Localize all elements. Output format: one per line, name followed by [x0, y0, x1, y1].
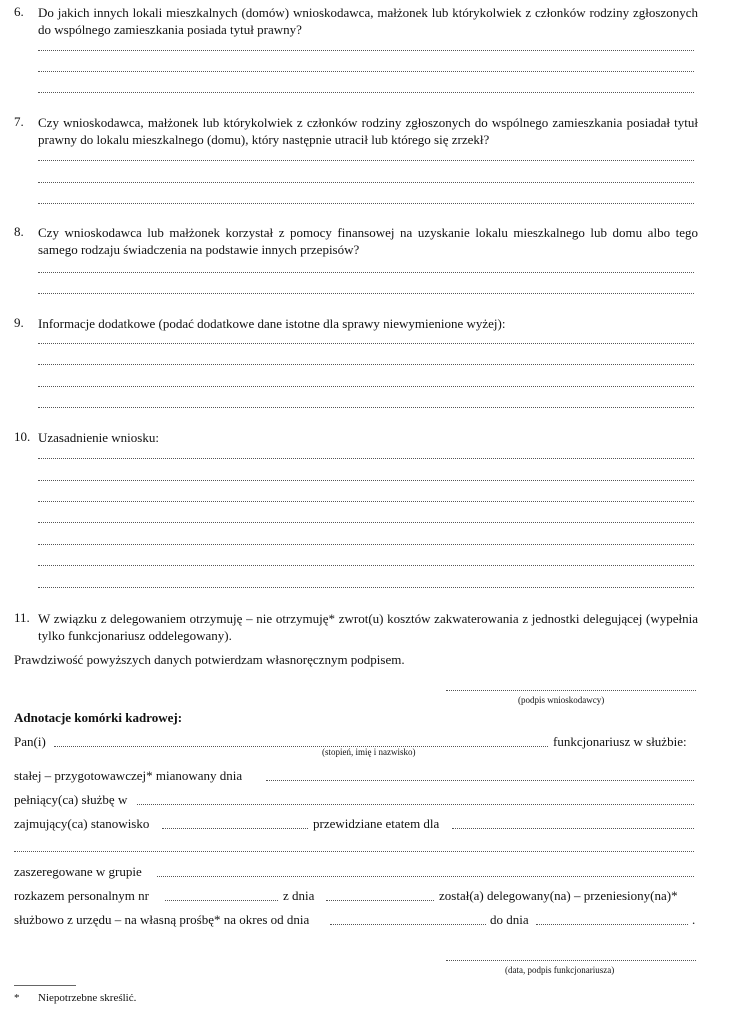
answer-line[interactable] [38, 71, 694, 72]
pan-caption: (stopień, imię i nazwisko) [322, 747, 416, 757]
planned-for-field[interactable] [452, 828, 694, 829]
answer-line[interactable] [38, 565, 694, 566]
answer-line[interactable] [38, 501, 694, 502]
end-dot: . [692, 912, 696, 927]
question-number: 8. [14, 224, 24, 239]
rozkazem-label: rozkazem personalnym nr [14, 888, 150, 903]
confirmation-text: Prawdziwość powyższych danych potwierdzam własnoręcznym podpisem. [14, 652, 405, 667]
pelniacy-label: pełniący(ca) służbę w [14, 792, 128, 807]
final-caption: (data, podpis funkcjonariusza) [505, 965, 615, 975]
funkcjonariusz-label: funkcjonariusz w służbie: [553, 734, 687, 749]
answer-line[interactable] [38, 293, 694, 294]
footnote-divider [14, 985, 76, 986]
sluzbowo-label: służbowo z urzędu – na własną prośbę* na okres od dnia [14, 912, 310, 927]
applicant-signature-line[interactable] [446, 690, 696, 691]
group-field[interactable] [157, 876, 694, 877]
answer-line[interactable] [38, 407, 694, 408]
question-text: W związku z delegowaniem otrzymuję – nie otrzymuję* zwrot(u) kosztów zakwaterowania z jednostki delegującej (wypełnia tylko funkcjonariusz oddelegowany). [38, 611, 698, 643]
position-field[interactable] [162, 828, 308, 829]
appointment-date-field[interactable] [266, 780, 694, 781]
question-text: Uzasadnienie wniosku: [38, 430, 159, 445]
pan-label: Pan(i) [14, 734, 46, 749]
question-number: 6. [14, 4, 24, 19]
do-dnia-label: do dnia [490, 912, 529, 927]
zaszeregowane-label: zaszeregowane w grupie [14, 864, 142, 879]
question-number: 7. [14, 114, 24, 129]
answer-line[interactable] [38, 587, 694, 588]
signature-caption: (podpis wnioskodawcy) [518, 695, 605, 705]
order-date-field[interactable] [326, 900, 434, 901]
question-text: Do jakich innych lokali mieszkalnych (domów) wnioskodawca, małżonek lub którykolwiek z członków rodziny zgłoszonych do wspólnego zamieszkania posiada tytuł prawny? [38, 5, 698, 37]
answer-line[interactable] [38, 458, 694, 459]
question-text: Informacje dodatkowe (podać dodatkowe dane istotne dla sprawy niewymienione wyżej): [38, 316, 506, 331]
service-unit-field[interactable] [137, 804, 694, 805]
answer-line[interactable] [38, 182, 694, 183]
name-field[interactable] [54, 746, 548, 747]
answer-line[interactable] [38, 480, 694, 481]
order-number-field[interactable] [165, 900, 278, 901]
zajmujacy-label: zajmujący(ca) stanowisko [14, 816, 150, 831]
answer-line[interactable] [38, 203, 694, 204]
from-date-field[interactable] [330, 924, 486, 925]
przewidziane-label: przewidziane etatem dla [313, 816, 440, 831]
question-number: 10. [14, 429, 31, 444]
stalej-label: stałej – przygotowawczej* mianowany dnia [14, 768, 243, 783]
footnote-text: Niepotrzebne skreślić. [38, 992, 137, 1004]
question-text: Czy wnioskodawca, małżonek lub którykolwiek z członków rodziny zgłoszonych do wspólnego zamieszkania posiadał tytuł prawny do lokalu mieszkalnego (domu), który następnie utracił lub którego się zrzekł? [38, 115, 698, 147]
answer-line[interactable] [38, 364, 694, 365]
answer-line[interactable] [38, 386, 694, 387]
answer-line[interactable] [38, 522, 694, 523]
question-number: 9. [14, 315, 24, 330]
question-text: Czy wnioskodawca lub małżonek korzystał z pomocy finansowej na uzyskanie lokalu mieszkalnego lub domu albo tego samego rodzaju świadczenia na podstawie innych przepisów? [38, 225, 698, 257]
answer-line[interactable] [38, 343, 694, 344]
answer-line[interactable] [38, 50, 694, 51]
hr-section-title: Adnotacje komórki kadrowej: [14, 710, 183, 725]
question-number: 11. [14, 610, 30, 625]
answer-line[interactable] [38, 160, 694, 161]
officer-signature-line[interactable] [446, 960, 696, 961]
to-date-field[interactable] [536, 924, 688, 925]
answer-line[interactable] [38, 544, 694, 545]
extra-line[interactable] [14, 851, 694, 852]
z-dnia-label: z dnia [283, 888, 315, 903]
zostal-label: został(a) delegowany(na) – przeniesiony(na)* [439, 888, 678, 903]
answer-line[interactable] [38, 92, 694, 93]
footnote-mark: * [14, 992, 20, 1004]
answer-line[interactable] [38, 272, 694, 273]
